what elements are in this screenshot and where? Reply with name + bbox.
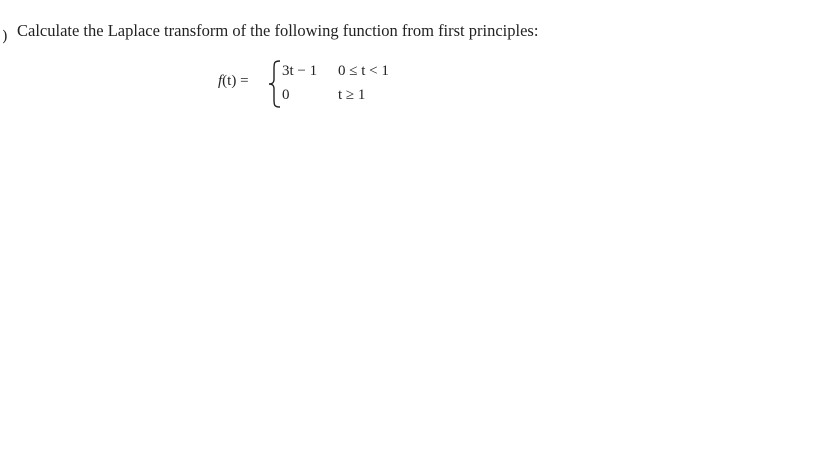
- function-name: f: [218, 73, 223, 89]
- case-2-expression: 0: [282, 87, 290, 103]
- function-argument: (t) =: [222, 73, 249, 89]
- equation-lhs: [218, 73, 249, 90]
- left-brace: [268, 60, 282, 108]
- question-number-marker: ): [2, 27, 8, 45]
- piecewise-equation: [0, 0, 819, 120]
- case-1-condition: 0 ≤ t < 1: [338, 63, 389, 79]
- case-2-condition: t ≥ 1: [338, 87, 366, 103]
- case-1-expression: 3t − 1: [282, 63, 318, 79]
- question-prompt: Calculate the Laplace transform of the following function from first principles:: [17, 21, 539, 40]
